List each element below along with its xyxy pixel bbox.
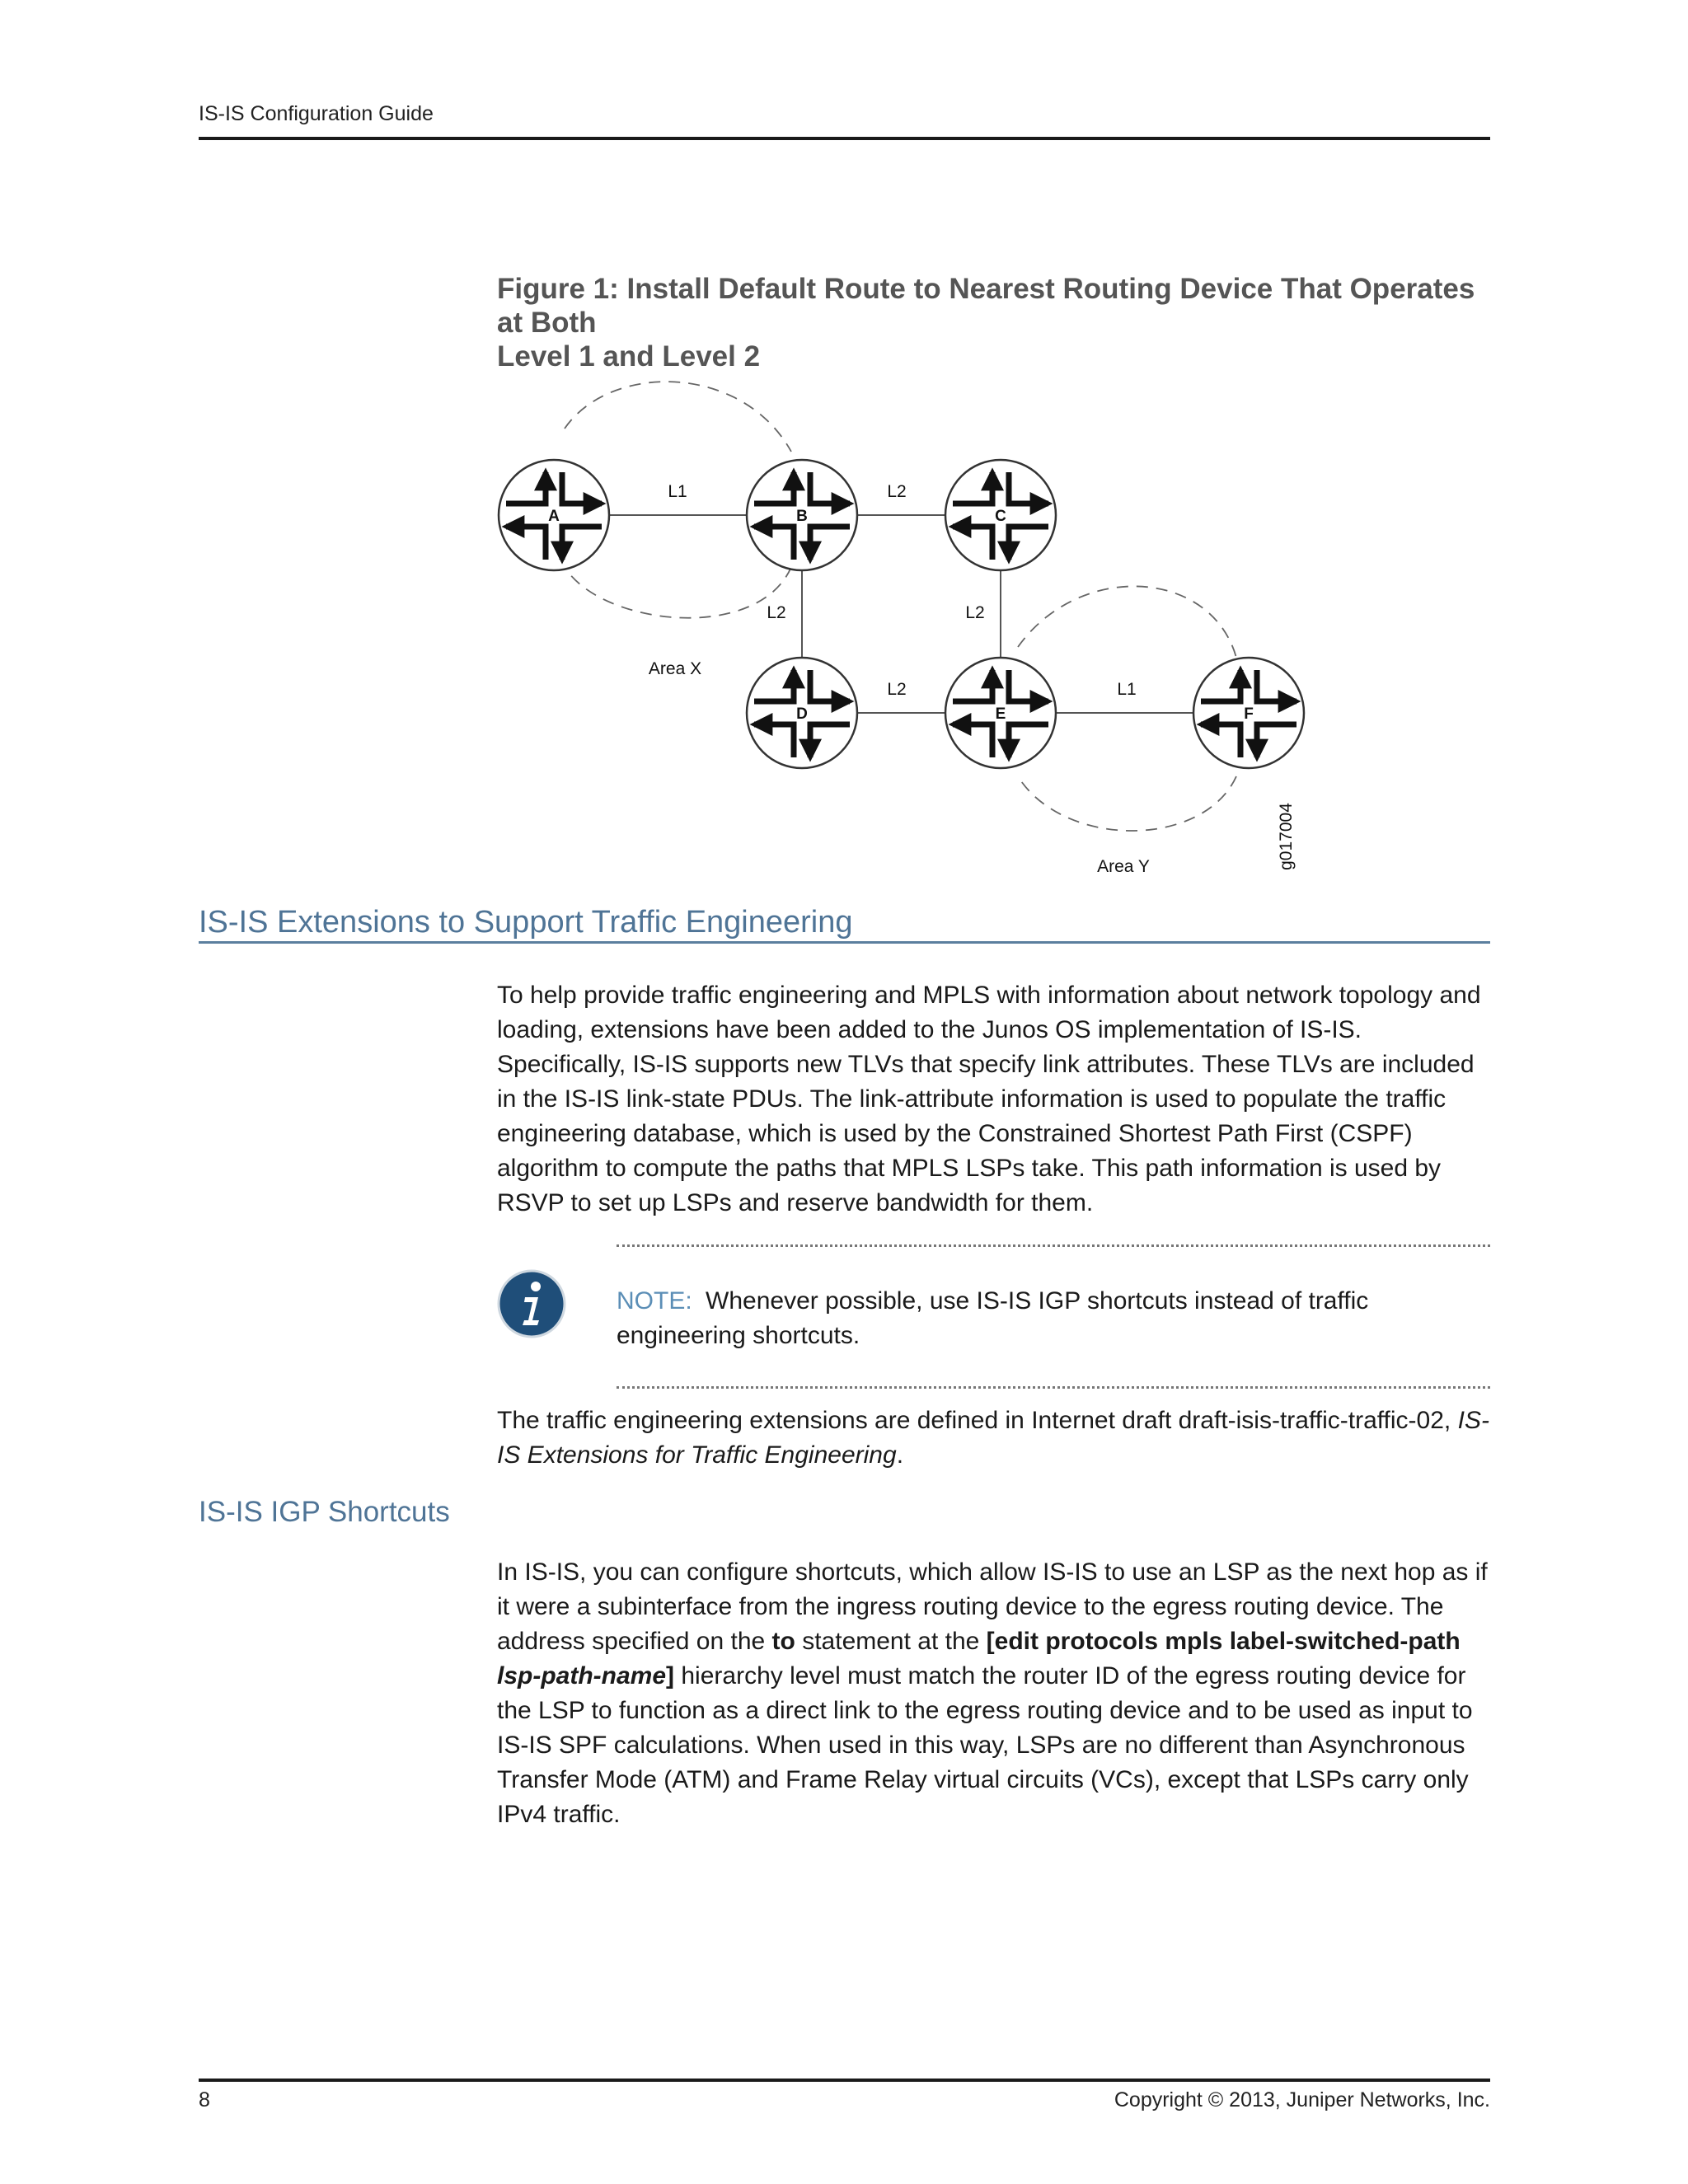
code-to: to [771, 1628, 795, 1655]
network-diagram [486, 379, 1335, 882]
note-text: Whenever possible, use IS-IS IGP shortcuts instead of traffic engineering shortcuts. [617, 1287, 1369, 1349]
link-label-d-e: L2 [887, 680, 907, 699]
link-label-b-d: L2 [767, 603, 786, 622]
header-title: IS-IS Configuration Guide [199, 102, 434, 125]
note-label: NOTE: [617, 1287, 692, 1315]
igp-text-a: In IS-IS, you can configure shortcuts, which allow IS-IS to use an LSP as the next hop as if it were a subinterface from the ingress routing device to the egress routing device. The address specified on the [497, 1558, 1488, 1655]
node-label-f: F [1244, 705, 1254, 723]
igp-text-b: statement at the [795, 1628, 987, 1655]
figure-title-line-1: Figure 1: Install Default Route to Nearest Routing Device That Operates [497, 273, 1475, 305]
node-label-b: B [796, 508, 808, 525]
figure-title-line-2: at Both [497, 307, 597, 339]
code-lsp-path-name: lsp-path-name [497, 1662, 667, 1690]
note-box [497, 1244, 1490, 1389]
figure-title-line-3: Level 1 and Level 2 [497, 340, 761, 373]
code-close-bracket: ] [666, 1662, 675, 1690]
area-y-label: Area Y [1097, 857, 1150, 876]
link-label-b-c: L2 [887, 482, 907, 501]
te-paragraph-text: To help provide traffic engineering and MPLS with information about network topology and loading, extensions have been added to the Junos OS implementation of IS-IS. Specifically, IS-IS supports new TLVs that specify link attributes. These TLVs are included in the IS-IS link-state PDUs. The link-attribute information is used to populate the traffic engineering database, which is used by the Constrained Shortest Path First (CSPF) algorithm to compute the paths that MPLS LSPs take. This path information is used by RSVP to set up LSPs and reserve bandwidth for them. [497, 982, 1481, 1216]
page-number: 8 [199, 2088, 210, 2111]
figure-title [497, 272, 1490, 373]
te-paragraph [497, 978, 1490, 1221]
info-icon [497, 1269, 566, 1338]
te-draft-title: IS-IS Extensions for Traffic Engineering [497, 1407, 1489, 1469]
page-footer [199, 2079, 1490, 2111]
link-label-a-b: L1 [668, 482, 687, 501]
node-label-d: D [796, 705, 808, 723]
te-draft-paragraph [497, 1404, 1490, 1473]
note-text-block [617, 1284, 1490, 1353]
figure-id: g017004 [1277, 803, 1296, 870]
igp-text-c: hierarchy level must match the router ID of the egress routing device for the LSP to function as a direct link to the egress routing device and to be used as input to IS-IS SPF calculations. When used in this way, LSPs are no different than Asynchronous Transfer Mode (ATM) and Frame Relay virtual circuits (VCs), except that LSPs carry only IPv4 traffic. [497, 1662, 1473, 1828]
section-heading-igp-shortcuts: IS-IS IGP Shortcuts [199, 1496, 450, 1528]
te-draft-text: The traffic engineering extensions are defined in Internet draft draft-isis-traffic-traffic-02, [497, 1407, 1451, 1434]
copyright: Copyright © 2013, Juniper Networks, Inc. [1114, 2088, 1490, 2111]
igp-shortcuts-paragraph [497, 1555, 1490, 1832]
node-label-a: A [548, 508, 560, 525]
note-bottom-rule [617, 1386, 1490, 1389]
section-heading-te [199, 900, 1490, 944]
te-draft-suffix: . [896, 1441, 904, 1469]
code-hierarchy: [edit protocols mpls label-switched-path [986, 1628, 1461, 1655]
node-label-c: C [995, 508, 1006, 525]
note-top-rule [617, 1244, 1490, 1247]
node-label-e: E [995, 705, 1006, 723]
section-heading-te-text: IS-IS Extensions to Support Traffic Engineering [199, 905, 853, 940]
page-header [199, 102, 1490, 140]
link-label-e-f: L1 [1117, 680, 1137, 699]
link-label-c-e: L2 [965, 603, 985, 622]
area-x-label: Area X [648, 659, 702, 678]
